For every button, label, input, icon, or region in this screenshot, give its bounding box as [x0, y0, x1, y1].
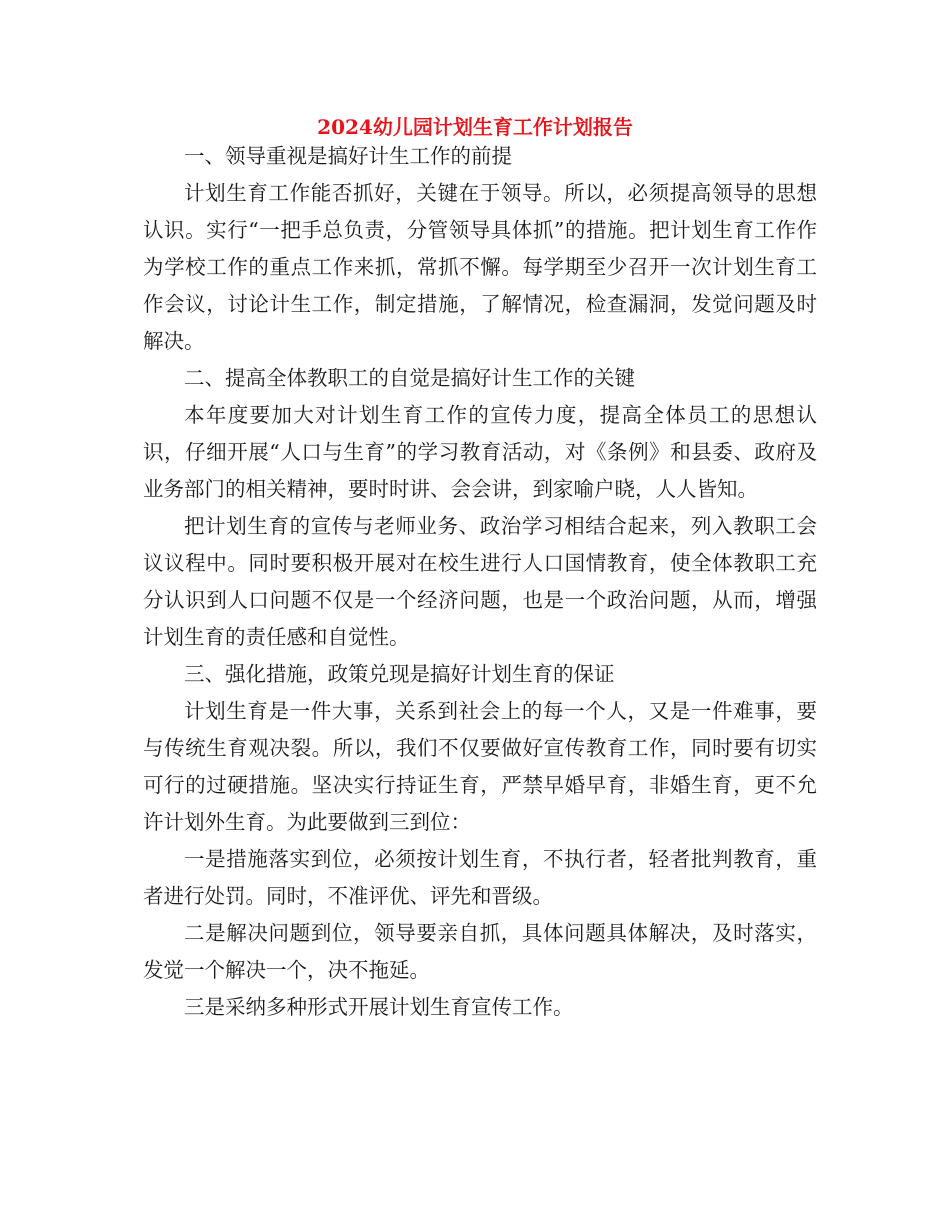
section-heading-3: 三、强化措施，政策兑现是搞好计划生育的保证 — [184, 662, 615, 686]
paragraph-3: 把计划生育的宣传与老师业务、政治学习相结合起来，列入教职工会议议程中。同时要积极开展对在校生进行人口国情教育，使全体教职工充分认识到人口问题不仅是一个经济问题，也是一个政治问题，从而，增强计划生育的责任感和自觉性。 — [143, 514, 817, 649]
paragraph-4: 计划生育是一件大事，关系到社会上的每一个人，又是一件难事，要与传统生育观决裂。所以，我们不仅要做好宣传教育工作，同时要有切实可行的过硬措施。坚决实行持证生育，严禁早婚早育，非婚生育，更不允许计划外生育。为此要做到三到位： — [143, 699, 817, 834]
section-heading-1: 一、领导重视是搞好计生工作的前提 — [184, 144, 512, 168]
paragraph-6: 二是解决问题到位，领导要亲自抓，具体问题具体解决，及时落实，发觉一个解决一个，决不拖延。 — [143, 921, 817, 982]
paragraph-1: 计划生育工作能否抓好，关键在于领导。所以，必须提高领导的思想认识。实行“一把手总负责，分管领导具体抓”的措施。把计划生育工作作为学校工作的重点工作来抓，常抓不懈。每学期至少召开一次计划生育工作会议，讨论计生工作，制定措施，了解情况，检查漏洞，发觉问题及时解决。 — [143, 181, 817, 353]
section-heading-2: 二、提高全体教职工的自觉是搞好计生工作的关键 — [184, 366, 635, 390]
paragraph-2: 本年度要加大对计划生育工作的宣传力度，提高全体员工的思想认识，仔细开展“人口与生育”的学习教育活动，对《条例》和县委、政府及业务部门的相关精神，要时时讲、会会讲，到家喻户晓，人人皆知。 — [143, 403, 817, 501]
paragraph-5: 一是措施落实到位，必须按计划生育，不执行者，轻者批判教育，重者进行处罚。同时，不准评优、评先和晋级。 — [143, 847, 817, 908]
document-title: 2024幼儿园计划生育工作计划报告 — [317, 115, 633, 139]
document-body — [143, 138, 817, 1026]
paragraph-7: 三是采纳多种形式开展计划生育宣传工作。 — [184, 995, 574, 1019]
